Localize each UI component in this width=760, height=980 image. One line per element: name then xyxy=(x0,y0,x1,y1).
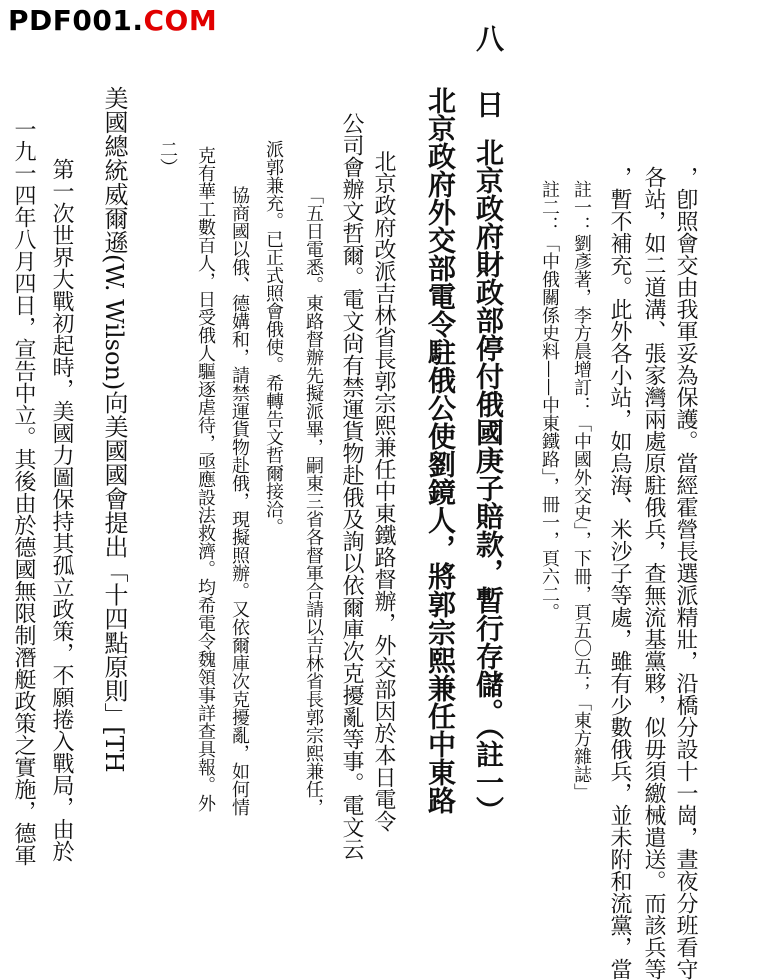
text-column-8: 北京政府改派吉林省長郭宗熙兼任中東鐵路督辦，外交部因於本日電令 xyxy=(371,150,396,832)
text-column-wilson-1: 第一次世界大戰初起時，美國力圖保持其孤立政策，不願捲入戰局，由於 xyxy=(49,158,74,862)
date-char-day: 日 xyxy=(472,90,505,118)
text-column-9: 公司會辦文哲爾。電文尙有禁運貨物赴俄及詢以依爾庫次克擾亂等事。電文云 xyxy=(339,112,364,860)
entry-heading-finance: 北京政府財政部停付俄國庚子賠款，暫行存儲。（註一） xyxy=(472,138,505,824)
telegram-line-3: 協商國以俄、德媾和，請禁運貨物赴俄，現擬照辦。又依爾庫次克擾亂，如何情 xyxy=(229,186,250,816)
text-column-2: 各站，如二道溝、張家灣兩處原駐俄兵，查無流基黨夥，似毋須繳械遣送。而該兵等 xyxy=(641,166,666,980)
text-column-1: ，卽照會交由我軍妥為保護。當經霍營長選派精壯，沿橋分設十一崗，晝夜分班看守 xyxy=(673,166,698,980)
watermark-prefix: PDF001. xyxy=(8,4,144,37)
watermark-logo xyxy=(8,4,217,37)
entry-heading-foreign-affairs: 北京政府外交部電令駐俄公使劉鏡人，將郭宗熙兼任中東路 xyxy=(424,86,457,814)
watermark-suffix: COM xyxy=(143,4,218,37)
footnote-1: 註一：劉彥著，李方晨增訂：「中國外交史」，下冊，頁五〇五；「東方雜誌」 xyxy=(571,180,592,801)
footnote-marker-close: 二） xyxy=(157,140,178,176)
page-char-eight: 八 xyxy=(472,24,505,52)
telegram-line-4: 克有華工數百人，日受俄人驅逐虐待，亟應設法救濟。均希電令魏領事詳查具報。外 xyxy=(195,146,216,812)
telegram-line-1: 「五日電悉。東路督辦先擬派畢，嗣東三省各督軍合請以吉林省長郭宗熙兼任， xyxy=(303,186,324,816)
text-column-3: ，暫不補充。此外各小站，如烏海、米沙子等處，雖有少數俄兵，並未附和流黨，當 xyxy=(607,166,632,980)
entry-heading-wilson: 美國總統威爾遜(W. Wilson)向美國國會提出「十四點原則」[TH xyxy=(100,86,128,773)
telegram-line-2: 派郭兼充。已正式照會俄使。希轉告文哲爾接洽。 xyxy=(263,140,284,536)
footnote-2: 註二：「中俄關係史料——中東鐵路」，冊一，頁六二。 xyxy=(539,180,560,621)
text-column-wilson-2: 一九一四年八月四日，宣告中立。其後由於德國無限制潛艇政策之實施，德軍 xyxy=(11,118,36,866)
